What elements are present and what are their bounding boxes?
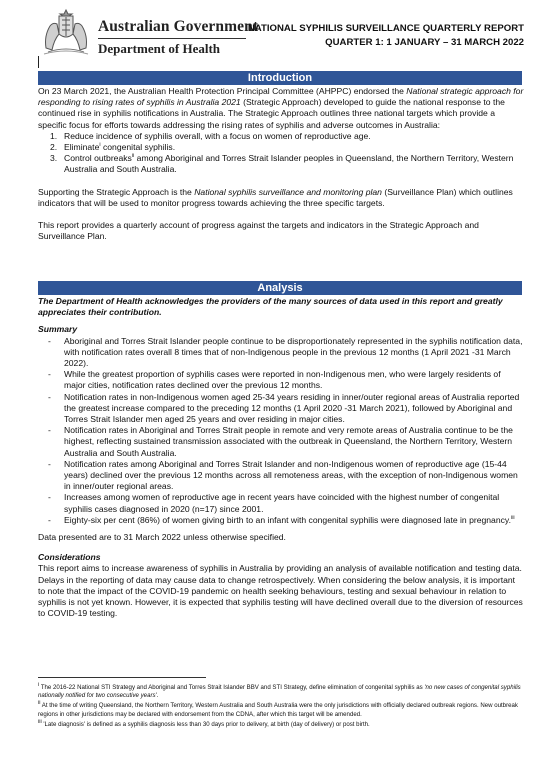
footnote-ii: $^{ii}$ At the time of writing Queensland, the Northern Territory, Western Australia and South Australia were the only jurisdictions with officially declared outbreak regions. New outbreak regions in other jurisdictions may be declared with endorsement from the CDNA, after which this target will be amended. xyxy=(38,700,518,718)
analysis-heading: Analysis xyxy=(38,281,522,295)
footnote-i: $^i$ The 2016-22 National STI Strategy and Aboriginal and Torres Strait Islander BBV and STI Strategy, define elimination of congenital syphilis as 'no new cases of congenital syphilis nationally notified for two consecutive years'. xyxy=(38,681,521,700)
target-item: 1. Reduce incidence of syphilis overall, with a focus on women of reproductive age. xyxy=(50,130,371,141)
department-name: Department of Health xyxy=(98,41,221,56)
footnote-divider xyxy=(38,677,206,678)
target-item: 3. Control outbreaks$^{ii}$ among Aboriginal and Torres Strait Islander peoples in Queensland, the Northern Territory, Western Australia and South Australia. xyxy=(50,153,514,175)
summary-item: - Notification rates in Aboriginal and Torres Strait people in remote and very remote areas of Australia continue to be the highest, reflecting sustained transmission associated with the outbreak in Queensland, the Northern Territory, Western Australia and South Australia. xyxy=(48,425,513,458)
national-targets-list xyxy=(38,131,524,176)
introduction-body xyxy=(38,86,524,242)
coat-of-arms-icon xyxy=(38,8,94,56)
summary-heading: Summary xyxy=(38,324,78,335)
intro-paragraph-3: This report provides a quarterly account of progress against the targets and indicators in the Strategic Approach and Surveillance Plan. xyxy=(38,220,479,242)
intro-paragraph-1: On 23 March 2021, the Australian Health Protection Principal Committee (AHPPC) endorsed the National strategic approach for responding to rising rates of syphilis in Australia 2021 (Strategic Approach) developed to guide the national response to the continued rise in syphilis notifications in Australia. The Strategic Approach outlines three national targets which provide a specific focus for efforts towards addressing the rising rates of syphilis and adverse outcomes in Australia: xyxy=(38,86,524,130)
footnotes xyxy=(38,681,524,731)
report-header xyxy=(38,8,524,58)
government-name: Australian Government xyxy=(98,18,259,35)
summary-item: - Increases among women of reproductive age in recent years have coincided with the highest number of congenital syphilis cases diagnosed in 2020 (n=17) since 2001. xyxy=(48,492,500,514)
considerations-paragraph: This report aims to increase awareness of syphilis in Australia by providing an analysis of available notification and testing data. Delays in the reporting of data may cause data to change retrospectively. When considering the below analysis, it is important to note that the impact of the COVID-19 pandemic on health seeking behaviours, testing and sexual behaviour in relation to syphilis is not yet known. However, it is expected that syphilis testing will have declined overall due to the diversion of resources to COVID-19 testing. xyxy=(38,563,523,619)
report-title xyxy=(248,22,524,50)
summary-item: - While the greatest proportion of syphilis cases were reported in non-Indigenous men, who were largely residents of major cities, notification rates declined over the previous 12 months. xyxy=(48,369,501,391)
acknowledgement: The Department of Health acknowledges the providers of the many sources of data used in this report and greatly appreciates their contribution. xyxy=(38,296,503,318)
text-cursor xyxy=(38,56,39,68)
logo-divider xyxy=(98,38,246,39)
target-item: 2. Eliminate$^i$ congenital syphilis. xyxy=(50,142,176,153)
summary-item: - Notification rates among Aboriginal and Torres Strait Islander and non-Indigenous women of reproductive age (15-44 years) declined over the previous 12 months across all remoteness areas, with the exception of non-Indigenous women in inner/outer regional areas. xyxy=(48,458,518,492)
summary-item: - Eighty-six per cent (86%) of women giving birth to an infant with congenital syphilis were diagnosed late in pregnancy.$^{iii}$ xyxy=(48,514,515,525)
footnote-iii: $^{iii}$ 'Late diagnosis' is defined as a syphilis diagnosis less than 30 days prior to delivery, at birth (day of delivery) or post birth. xyxy=(38,718,370,728)
summary-item: - Aboriginal and Torres Strait Islander people continue to be disproportionately represented in the syphilis notification data, with notification rates overall 8 times that of non-Indigenous people in the previous 12 months (1 April 2021 -31 March 2022). xyxy=(48,335,523,369)
analysis-body xyxy=(38,296,524,619)
data-date-note: Data presented are to 31 March 2022 unless otherwise specified. xyxy=(38,532,286,543)
report-title-line2: QUARTER 1: 1 JANUARY – 31 MARCH 2022 xyxy=(325,37,524,48)
intro-paragraph-2: Supporting the Strategic Approach is the National syphilis surveillance and monitoring plan (Surveillance Plan) which outlines indicators that will be used to monitor progress towards achieving the three specific targets. xyxy=(38,186,513,208)
report-title-line1: NATIONAL SYPHILIS SURVEILLANCE QUARTERLY REPORT xyxy=(247,23,524,34)
considerations-heading: Considerations xyxy=(38,552,101,563)
summary-list xyxy=(38,336,524,526)
summary-item: - Notification rates in non-Indigenous women aged 25-34 years residing in inner/outer regional areas of Australia reported the greatest increase compared to the preceding 12 months (1 April 2020 -31 March 2021), followed by Aboriginal and Torres Strait Islander men aged 25 years and over residing in major cities. xyxy=(48,391,520,425)
introduction-heading: Introduction xyxy=(38,71,522,85)
